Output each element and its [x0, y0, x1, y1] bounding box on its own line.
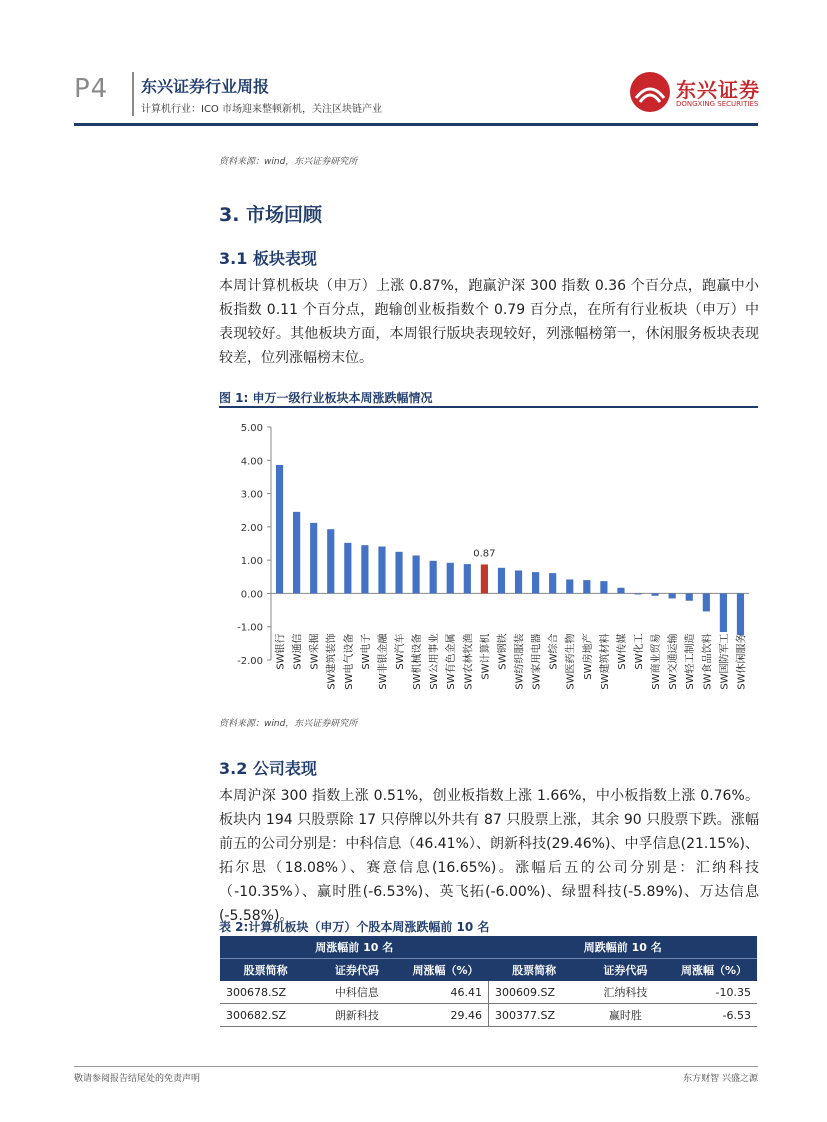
bar — [430, 561, 437, 594]
sector-paragraph: 本周计算机板块（申万）上涨 0.87%，跑赢沪深 300 指数 0.36 个百分点，跑赢中小板指数 0.11 个百分点，跑输创业板指数个 0.79 百分点，在所有行业板块（申万）中表现较好。其他板块方面，本周银行版块表现较好，列涨幅榜第一，休闲服务板块表现较差，位列涨幅榜末位。 — [219, 278, 759, 366]
footer-slogan: 东方财智 兴盛之源 — [683, 1074, 758, 1084]
table-cell: 中科信息 — [311, 981, 402, 1004]
bar — [344, 543, 351, 594]
y-tick-label: -2.00 — [237, 656, 263, 667]
table-cell: 朗新科技 — [311, 1004, 402, 1027]
x-tick-label: SW电子 — [360, 633, 372, 670]
x-tick-label: SW银行 — [275, 633, 287, 670]
logo-name-cn: 东兴证券 — [676, 78, 760, 102]
subsection-heading-sector: 3.1 板块表现 — [219, 249, 317, 268]
column-header: 证券代码 — [580, 959, 671, 982]
bar — [686, 593, 693, 600]
data-label: 0.87 — [473, 548, 496, 560]
bar — [447, 563, 454, 594]
logo-name-en: DONGXING SECURITIES — [676, 100, 759, 108]
bar — [413, 555, 420, 593]
bar — [276, 465, 283, 593]
table-row — [220, 981, 757, 1004]
bar — [532, 572, 539, 593]
table-cell: -10.35 — [671, 981, 757, 1004]
bar — [310, 523, 317, 594]
x-tick-label: SW电气设备 — [343, 633, 355, 690]
x-tick-label: SW纺织服装 — [514, 633, 526, 690]
bar — [327, 529, 334, 593]
x-tick-label: SW综合 — [548, 633, 560, 670]
y-tick-label: 4.00 — [240, 456, 263, 468]
bar — [617, 588, 624, 594]
x-tick-label: SW家用电器 — [531, 633, 543, 690]
table-cell: 赢时胜 — [580, 1004, 671, 1027]
bar — [720, 593, 727, 632]
x-tick-label: SW食品饮料 — [702, 633, 714, 690]
figure-source-note: 资料来源：wind，东兴证券研究所 — [219, 719, 358, 729]
x-tick-label: SW传媒 — [616, 633, 628, 670]
bar — [498, 568, 505, 594]
figure-title: 图 1: 申万一级行业板块本周涨跌幅情况 — [219, 391, 433, 405]
group-header-gainers: 周涨幅前 10 名 — [220, 936, 488, 959]
y-tick-label: 3.00 — [240, 489, 263, 501]
x-tick-label: SW国防军工 — [719, 633, 731, 690]
company-logo — [630, 72, 760, 116]
table-row — [220, 1004, 757, 1027]
x-tick-label: SW有色金属 — [446, 633, 458, 690]
bar — [703, 593, 710, 611]
x-tick-label: SW轻工制造 — [685, 633, 697, 690]
bar — [515, 570, 522, 593]
group-header-losers: 周跌幅前 10 名 — [488, 936, 757, 959]
table-cell: 29.46 — [403, 1004, 489, 1027]
bar — [481, 564, 488, 593]
report-subtitle: 计算机行业：ICO 市场迎来整顿新机，关注区块链产业 — [141, 104, 382, 115]
table-cell: 300609.SZ — [488, 981, 579, 1004]
x-tick-label: SW通信 — [292, 633, 304, 670]
company-paragraph: 本周沪深 300 指数上涨 0.51%，创业板指数上涨 1.66%，中小板指数上涨 0.76%。板块内 194 只股票除 17 只停牌以外共有 87 只股票上涨，其余 90 只股票下跌。涨幅前五的公司分别是：中科信息（46.41%）、朗新科技(29.46%)、中孚信息(21.15%)、拓尔思（18.08%）、赛意信息(16.65%)。涨幅后五的公司分别是：汇纳科技（-10.35%）、赢时胜(-6.53%)、英飞拓(-6.00%)、绿盟科技(-5.89%)、万达信息(-5.58%)。 — [219, 788, 759, 924]
x-tick-label: SW机械设备 — [412, 633, 424, 690]
x-tick-label: SW化工 — [634, 633, 646, 670]
table-cell: 300678.SZ — [220, 981, 311, 1004]
figure-rule — [219, 406, 758, 408]
column-header: 周涨幅（%） — [403, 959, 489, 982]
bar — [464, 564, 471, 593]
top-source-note: 资料来源：wind，东兴证券研究所 — [219, 157, 358, 167]
section-heading: 3. 市场回顾 — [219, 204, 323, 226]
header-rule — [74, 123, 758, 126]
x-tick-label: SW采掘 — [309, 633, 321, 670]
footer-disclaimer: 敬请参阅报告结尾处的免责声明 — [74, 1074, 201, 1084]
report-title: 东兴证券行业周报 — [141, 77, 270, 96]
x-tick-label: SW农林牧渔 — [463, 633, 475, 690]
y-tick-label: 1.00 — [240, 556, 263, 568]
y-tick-label: 2.00 — [240, 522, 263, 534]
x-tick-label: SW非银金融 — [377, 633, 389, 690]
bar — [395, 552, 402, 594]
bar — [669, 593, 676, 598]
x-tick-label: SW钢铁 — [497, 633, 509, 670]
bar — [600, 581, 607, 593]
table-cell: 300682.SZ — [220, 1004, 311, 1027]
y-tick-label: -1.00 — [237, 622, 263, 634]
x-tick-label: SW汽车 — [395, 633, 407, 670]
x-tick-label: SW休闲服务 — [736, 633, 748, 690]
logo-mark-icon — [630, 72, 670, 112]
x-tick-label: SW计算机 — [480, 633, 492, 680]
page-number: P4 — [74, 74, 109, 104]
table-cell: -6.53 — [671, 1004, 757, 1027]
column-header: 周涨幅（%） — [671, 959, 757, 982]
table-title: 表 2:计算机板块（申万）个股本周涨跌幅前 10 名 — [219, 920, 490, 934]
bar — [583, 580, 590, 593]
bar — [361, 545, 368, 593]
footer-rule — [74, 1066, 758, 1067]
y-tick-label: 5.00 — [240, 423, 263, 434]
x-tick-label: SW建筑材料 — [599, 633, 611, 690]
bar — [652, 593, 659, 595]
y-tick-label: 0.00 — [240, 589, 263, 601]
x-tick-label: SW交通运输 — [668, 633, 680, 690]
x-tick-label: SW建筑装饰 — [326, 633, 338, 690]
bar — [293, 512, 300, 594]
sector-bar-chart — [219, 412, 758, 708]
table-cell: 汇纳科技 — [580, 981, 671, 1004]
x-tick-label: SW医药生物 — [565, 633, 577, 690]
ranking-table — [220, 936, 757, 1027]
header-divider — [132, 72, 134, 116]
x-tick-label: SW房地产 — [582, 633, 594, 680]
x-tick-label: SW商业贸易 — [651, 633, 663, 690]
column-header: 股票简称 — [488, 959, 579, 982]
column-header: 证券代码 — [311, 959, 402, 982]
bar — [737, 593, 744, 635]
bar — [378, 546, 385, 593]
bar — [549, 573, 556, 593]
bar — [566, 579, 573, 593]
x-tick-label: SW公用事业 — [429, 633, 441, 690]
subsection-heading-company: 3.2 公司表现 — [219, 759, 317, 778]
bar — [634, 593, 641, 594]
table-cell: 300377.SZ — [488, 1004, 579, 1027]
table-cell: 46.41 — [403, 981, 489, 1004]
column-header: 股票简称 — [220, 959, 311, 982]
